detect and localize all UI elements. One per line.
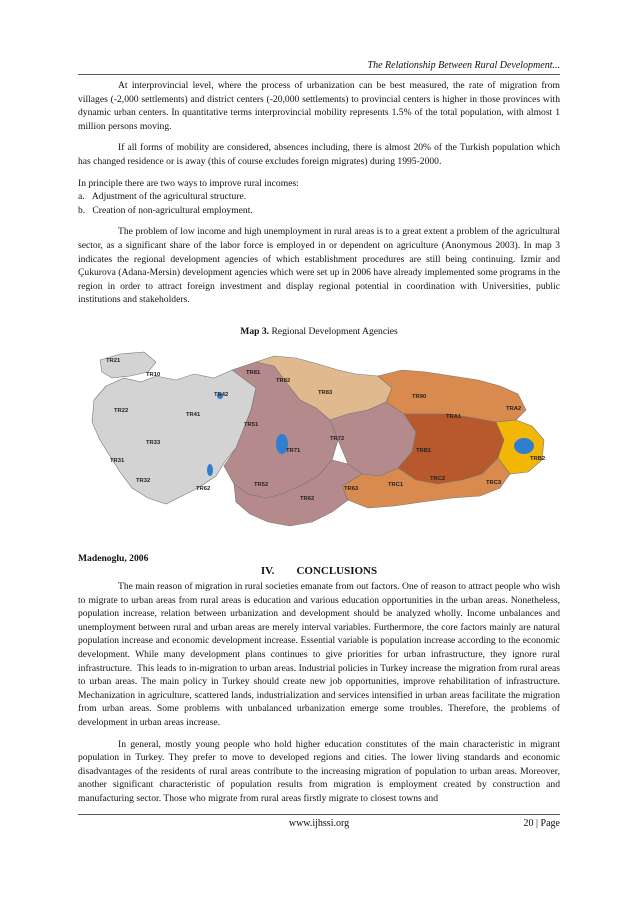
- lake-egirdir: [207, 464, 213, 476]
- footer-url: www.ijhssi.org: [288, 818, 350, 829]
- map-label-tr63: TR63: [344, 486, 359, 492]
- body-top: [78, 79, 560, 307]
- running-header: The Relationship Between Rural Development...: [367, 60, 560, 71]
- map-label-tr51: TR51: [244, 422, 259, 428]
- section-number: IV.: [260, 565, 275, 577]
- map-label-tr42: TR42: [214, 392, 229, 398]
- map-label-trb1: TRB1: [416, 448, 432, 454]
- map-label-tr52: TR52: [254, 482, 269, 488]
- map-label-tr62: TR62: [300, 496, 315, 502]
- map-label-trb2: TRB2: [530, 456, 546, 462]
- section-heading: [78, 565, 560, 577]
- map-label-tr83: TR83: [318, 390, 333, 396]
- list-item: a. Adjustment of the agricultural structure.: [78, 191, 247, 203]
- lake-van: [514, 438, 534, 454]
- header-rule: [78, 74, 560, 75]
- paragraph: In principle there are two ways to improve rural incomes:: [78, 177, 299, 189]
- caption-label: Map 3.: [240, 326, 270, 337]
- map-label-tr90: TR90: [412, 394, 427, 400]
- regional-development-agencies-map: [86, 348, 548, 538]
- paragraph: If all forms of mobility are considered, absences including, there is almost 20% of the Turkish population which has changed residence or is away (this of course excludes foreign migrates) during 1995-2000.: [78, 142, 560, 167]
- paragraph: The main reason of migration in rural societies emanate from out factors. One of reason to attract people who wish to migrate to urban areas from rural areas is education and various education opportunities in the urban areas. Nonetheless, population increase, relation between urbanization and development should be analyzed wholly. Income unbalances and unemployment between rural and urban areas are merely interval variables. Furthermore, the core factors mainly are natural population increase and economic development increase. Essential variable is population increase according to the economic development. While many development plans continues to give priorities for urban infrastructure, they ignore rural infrastructure. This leads to in-migration to urban areas. Industrial policies in Turkey increase the migration from rural areas to urban areas. The main policy in Turkey should create new job opportunities, improve rehabilitation of infrastructure. Mechanization in agriculture, scattered lands, industrialization and services intensified in urban areas facilitate the migration from urban areas. Some problems with unbalanced urbanization emerge some troubles. Therefore, the problems of development in urban areas increase.: [78, 581, 560, 728]
- map-label-tr21: TR21: [106, 358, 121, 364]
- map-caption: [78, 326, 560, 337]
- map-source: Madenoglu, 2006: [78, 553, 149, 564]
- map-label-tra2: TRA2: [506, 406, 522, 412]
- paragraph: At interprovincial level, where the process of urbanization can be best measured, the rate of migration from villages (-2,000 settlements) and district centers (-20,000 settlements) to provincial centers is higher in those provinces with dynamic urban centers. In quantitative terms interprovincial mobility represents 1.5% of the total population, with almost 1 million persons moving.: [78, 80, 560, 132]
- caption-text: Regional Development Agencies: [269, 326, 398, 337]
- map-label-tr82: TR82: [276, 378, 291, 384]
- map-label-tr71: TR71: [286, 448, 301, 454]
- map-label-tr72: TR72: [330, 436, 345, 442]
- paragraph: The problem of low income and high unemployment in rural areas is to a great extent a problem of the agricultural sector, as a significant share of the labor force is employed in or dependent on agriculture (Anonymous 2003). In map 3 indicates the regional development agencies of which establishment procedures are still being continuing. Izmir and Çukurova (Adana-Mersin) development agencies which were set up in 2006 have already implemented some programs in the region in order to attract foreign investment and display regional potential in coordination with Universities, public institutions and stakeholders.: [78, 226, 560, 306]
- section-title: CONCLUSIONS: [296, 565, 378, 577]
- footer-page-number: 20 | Page: [523, 818, 560, 829]
- map-label-tr31: TR31: [110, 458, 125, 464]
- map-label-tr33: TR33: [146, 440, 161, 446]
- body-bottom: [78, 580, 560, 806]
- map-label-tr32: TR32: [136, 478, 151, 484]
- paragraph: In general, mostly young people who hold higher education constitutes of the main characteristic in migrant population in Turkey. They prefer to move to developed regions and cities. The lower living standards and economic disadvantages of the residents of rural areas contribute to the increasing migration of population to urban areas. Moreover, another significant characteristic of population results from migration is employment created by construction and manufacturing sector. Those who migrate from rural areas firstly migrate to closest towns and: [78, 738, 560, 804]
- map-label-tr22: TR22: [114, 408, 129, 414]
- map-label-trc2: TRC2: [430, 476, 446, 482]
- map-label-tr81: TR81: [246, 370, 261, 376]
- map-label-tra1: TRA1: [446, 414, 462, 420]
- map-label-trc3: TRC3: [486, 480, 502, 486]
- footer-rule: [78, 814, 560, 815]
- list-item: b. Creation of non-agricultural employment.: [78, 204, 253, 216]
- map-label-tr61: TR62: [196, 486, 211, 492]
- map-label-tr10: TR10: [146, 372, 161, 378]
- map-label-tr41: TR41: [186, 412, 201, 418]
- map-label-trc1: TRC1: [388, 482, 404, 488]
